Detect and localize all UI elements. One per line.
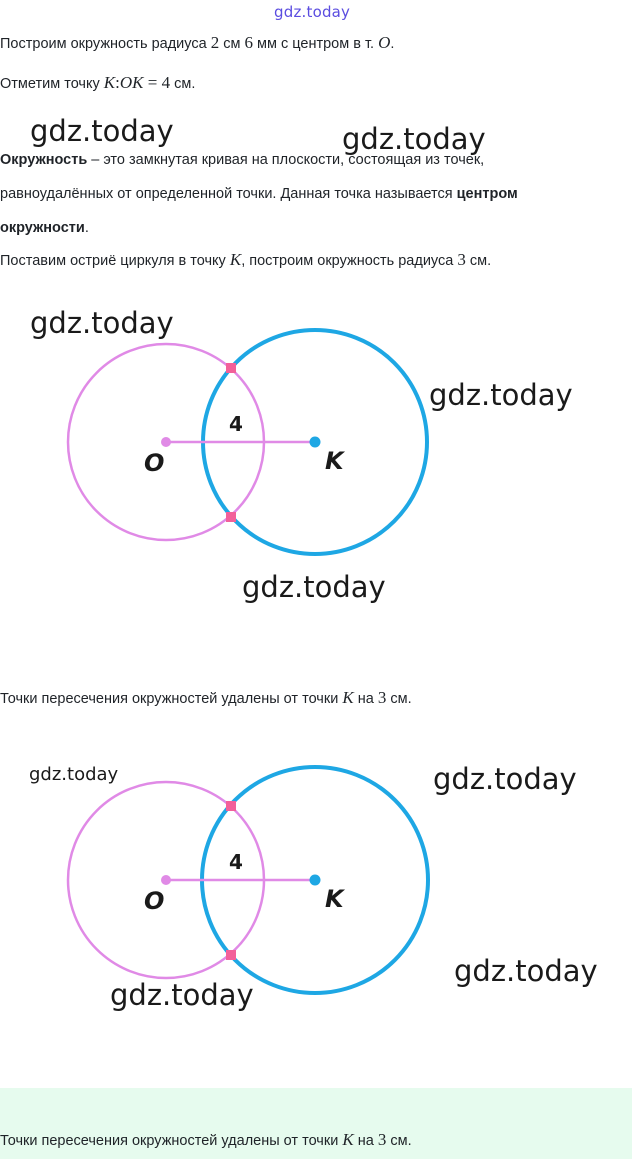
- line7-pre: Точки пересечения окружностей удалены от точки: [0, 691, 343, 707]
- answer-num: 3: [377, 1130, 387, 1149]
- line2-segment-ok: OK: [119, 73, 144, 92]
- watermark-7: gdz.today: [433, 762, 577, 796]
- text-line-radius: [0, 33, 394, 54]
- definition-term: Окружность: [0, 152, 88, 168]
- answer-point-k: K: [342, 1130, 354, 1149]
- label-o-2: O: [144, 887, 165, 915]
- line1-post: .: [390, 36, 395, 52]
- intersection-point-top: [226, 363, 236, 373]
- line1-num-mm: 6: [244, 33, 253, 52]
- line1-pre: Построим окружность радиуса: [0, 36, 211, 52]
- line7-post: см.: [386, 691, 412, 707]
- line6-post: см.: [465, 253, 492, 269]
- line6-num: 3: [457, 250, 466, 269]
- label-k: K: [325, 447, 344, 475]
- label-k-2: K: [325, 885, 344, 913]
- line2-pre: Отметим точку: [0, 76, 104, 92]
- watermark-4: gdz.today: [429, 378, 573, 412]
- answer-pre: Точки пересечения окружностей удалены от точки: [0, 1133, 343, 1149]
- watermark-8: gdz.today: [454, 954, 598, 988]
- segment-length-label: 4: [229, 412, 243, 436]
- line1-mid2: мм с центром в т.: [252, 36, 379, 52]
- answer-post: см.: [386, 1133, 412, 1149]
- line2-point-k: K: [103, 73, 116, 92]
- line2-colon: :: [115, 73, 120, 92]
- text-line-intersection: [0, 688, 412, 709]
- text-line-definition-3: [0, 218, 89, 238]
- label-o: O: [144, 449, 165, 477]
- intersection-point-top-2: [226, 801, 236, 811]
- point-k: [310, 437, 321, 448]
- answer-text: [0, 1130, 412, 1151]
- definition-text-1: – это замкнутая кривая на плоскости, состоящая из точек,: [87, 152, 485, 168]
- definition-text-2: равноудалённых от определенной точки. Данная точка называется: [0, 186, 457, 202]
- point-o-2: [161, 875, 171, 885]
- line7-num: 3: [377, 688, 387, 707]
- point-o: [161, 437, 171, 447]
- definition-bold-circle: окружности: [0, 220, 85, 236]
- header-watermark: gdz.today: [274, 3, 351, 21]
- line1-point: O: [378, 33, 391, 52]
- text-line-definition-2: [0, 184, 518, 204]
- line6-point-k: K: [229, 250, 242, 269]
- line6-pre: Поставим остриё циркуля в точку: [0, 253, 230, 269]
- circles-diagram-1: [0, 300, 632, 600]
- definition-bold-center: центром: [456, 186, 518, 202]
- answer-mid: на: [353, 1133, 378, 1149]
- watermark-5: gdz.today: [242, 570, 386, 604]
- text-line-point-k: [0, 73, 195, 94]
- text-line-compass: [0, 250, 491, 271]
- watermark-9: gdz.today: [110, 978, 254, 1012]
- line7-mid: на: [353, 691, 378, 707]
- point-k-2: [310, 875, 321, 886]
- definition-text-3: .: [84, 220, 89, 236]
- line6-mid: , построим окружность радиуса: [241, 253, 458, 269]
- segment-length-label-2: 4: [229, 850, 243, 874]
- line2-equals: = 4: [143, 73, 171, 92]
- watermark-2: gdz.today: [342, 122, 486, 156]
- line1-num-cm: 2: [210, 33, 220, 52]
- watermark-1: gdz.today: [30, 114, 174, 148]
- watermark-6: gdz.today: [29, 764, 119, 785]
- watermark-3: gdz.today: [30, 306, 174, 340]
- intersection-point-bottom-2: [226, 950, 236, 960]
- line2-post: см.: [170, 76, 196, 92]
- intersection-point-bottom: [226, 512, 236, 522]
- line7-point-k: K: [342, 688, 354, 707]
- line1-mid1: см: [219, 36, 245, 52]
